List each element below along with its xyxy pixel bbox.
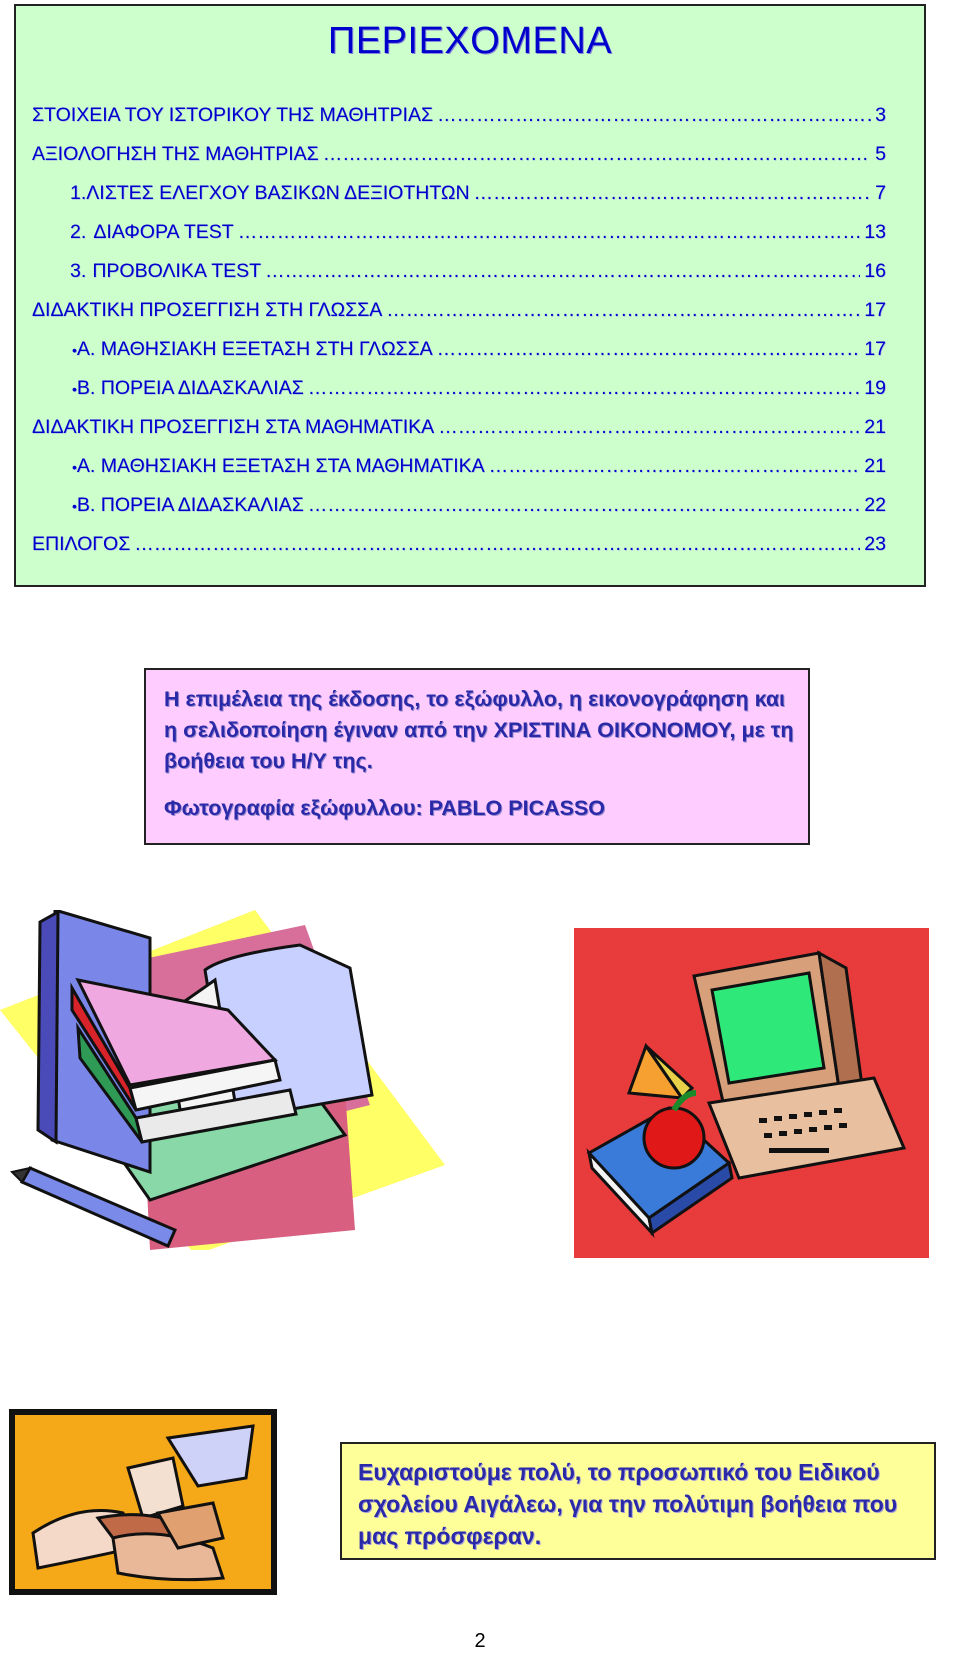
toc-entry-page: 3 (875, 104, 886, 126)
toc-bullet: • (72, 342, 77, 358)
toc-entry-page: 17 (864, 299, 886, 321)
toc-entry-number: 1. (70, 182, 87, 204)
toc-entry (32, 492, 886, 518)
toc-entry-page: 21 (864, 416, 886, 438)
credits-box (144, 668, 810, 845)
toc-entry-text: ΑΞΙΟΛΟΓΗΣΗ ΤΗΣ ΜΑΘΗΤΡΙΑΣ (32, 143, 319, 165)
toc-leader-dots (474, 180, 872, 206)
toc-bullet: • (72, 498, 77, 514)
credits-text: Η επιμέλεια της έκδοσης, το εξώφυλλο, η εικονογράφηση και η σελιδοποίηση έγιναν από την ΧΡΙΣΤΙΝΑ ΟΙΚΟΝΟΜΟΥ, με τη βοήθεια του Η/Υ της. (164, 687, 794, 773)
thanks-text: Ευχαριστούμε πολύ, το προσωπικό του Ειδικού σχολείου Αιγάλεω, για την πολύτιμη βοήθεια που μας πρόσφεραν. (358, 1459, 898, 1549)
toc-entry-page: 16 (864, 260, 886, 282)
toc-entry-page: 7 (875, 182, 886, 204)
toc-entry (70, 219, 886, 245)
toc-entry (32, 102, 886, 128)
toc-entry-text: Α. ΜΑΘΗΣΙΑΚΗ ΕΞΕΤΑΣΗ ΣΤΗ ΓΛΩΣΣΑ (76, 338, 433, 360)
table-of-contents (14, 4, 926, 587)
toc-leader-dots (438, 414, 860, 440)
hands-clipart-icon (8, 1408, 278, 1596)
toc-entry-page: 19 (864, 377, 886, 399)
toc-entry-number: 2. (70, 221, 87, 243)
toc-leader-dots (134, 531, 860, 557)
page-number: 2 (474, 1630, 486, 1652)
toc-entry (32, 375, 886, 401)
toc-leader-dots (308, 492, 861, 518)
toc-entry-page: 17 (864, 338, 886, 360)
toc-leader-dots (386, 297, 860, 323)
toc-entry-text: Α. ΜΑΘΗΣΙΑΚΗ ΕΞΕΤΑΣΗ ΣΤΑ ΜΑΘΗΜΑΤΙΚΑ (76, 455, 485, 477)
toc-entry (70, 258, 886, 284)
toc-entry-page: 22 (864, 494, 886, 516)
toc-bullet: • (72, 459, 77, 475)
toc-entry-text: ΕΠΙΛΟΓΟΣ (32, 533, 131, 555)
toc-entry (70, 180, 886, 206)
toc-entry (32, 453, 886, 479)
toc-entry (32, 141, 886, 167)
toc-leader-dots (265, 258, 860, 284)
toc-entry-text: ΣΤΟΙΧΕΙΑ ΤΟΥ ΙΣΤΟΡΙΚΟΥ ΤΗΣ ΜΑΘΗΤΡΙΑΣ (32, 104, 434, 126)
toc-entry-text: Β. ΠΟΡΕΙΑ ΔΙΔΑΣΚΑΛΙΑΣ (76, 494, 304, 516)
toc-entry-text: Β. ΠΟΡΕΙΑ ΔΙΔΑΣΚΑΛΙΑΣ (76, 377, 304, 399)
toc-entry-text: ΠΡΟΒΟΛΙΚΑ TEST (92, 260, 262, 282)
photo-credit: Φωτογραφία εξώφυλλου: PABLO PICASSO (164, 796, 606, 820)
toc-title: ΠΕΡΙΕΧΟΜΕΝΑ (327, 20, 613, 62)
toc-entry-page: 23 (864, 533, 886, 555)
toc-entry (32, 531, 886, 557)
toc-entry (32, 336, 886, 362)
toc-entry-text: ΛΙΣΤΕΣ ΕΛΕΓΧΟΥ ΒΑΣΙΚΩΝ ΔΕΞΙΟΤΗΤΩΝ (86, 182, 470, 204)
thanks-box (340, 1442, 936, 1560)
toc-leader-dots (437, 336, 861, 362)
toc-entry-page: 13 (864, 221, 886, 243)
toc-entry-text: ΔΙΑΦΟΡΑ TEST (93, 221, 234, 243)
toc-entry (32, 414, 886, 440)
toc-bullet: • (72, 381, 77, 397)
toc-entry (32, 297, 886, 323)
toc-entry-text: ΔΙΔΑΚΤΙΚΗ ΠΡΟΣΕΓΓΙΣΗ ΣΤΗ ΓΛΩΣΣΑ (32, 299, 383, 321)
toc-entry-page: 5 (875, 143, 886, 165)
toc-leader-dots (238, 219, 861, 245)
books-clipart-icon (0, 910, 450, 1250)
toc-leader-dots (308, 375, 861, 401)
toc-entry-text: ΔΙΔΑΚΤΙΚΗ ΠΡΟΣΕΓΓΙΣΗ ΣΤΑ ΜΑΘΗΜΑΤΙΚΑ (32, 416, 435, 438)
toc-leader-dots (489, 453, 861, 479)
toc-entry-number: 3. (70, 260, 87, 282)
computer-clipart-icon (574, 928, 929, 1258)
toc-leader-dots (437, 102, 871, 128)
toc-entry-page: 21 (864, 455, 886, 477)
toc-leader-dots (323, 141, 871, 167)
